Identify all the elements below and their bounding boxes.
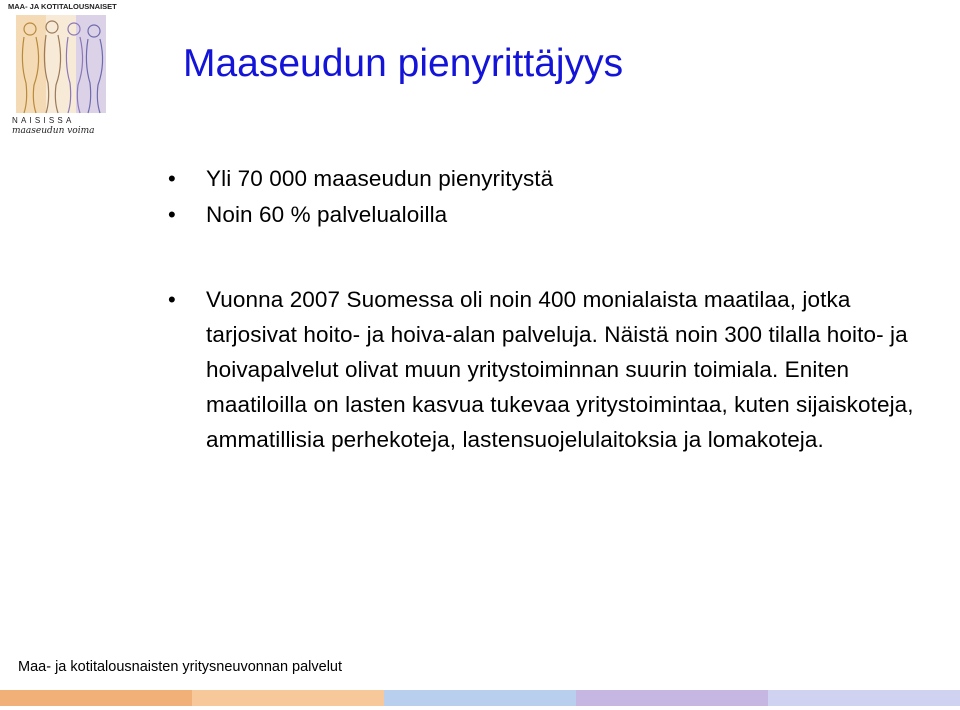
bullet-icon: • bbox=[168, 166, 176, 191]
strip-segment bbox=[0, 690, 192, 706]
bullet-icon: • bbox=[168, 287, 176, 312]
bullet-icon: • bbox=[168, 202, 176, 227]
strip-segment bbox=[768, 690, 960, 706]
slide-title: Maaseudun pienyrittäjyys bbox=[183, 42, 624, 85]
logo-women-figures-icon bbox=[14, 13, 108, 117]
bullet-text: Vuonna 2007 Suomessa oli noin 400 monialaista maatilaa, jotka tarjosivat hoito- ja hoiva-alan palveluja. Näistä noin 300 tilalla hoito- ja hoivapalvelut olivat muun yritystoiminnan suurin toimiala. Eniten maatiloilla on lasten kasvua tukevaa yritystoimintaa, kuten sijaiskoteja, ammatillisia perhekoteja, lastensuojelulaitoksia ja lomakoteja. bbox=[206, 287, 914, 452]
decorative-color-strip bbox=[0, 690, 960, 706]
organization-logo bbox=[8, 2, 117, 138]
bullet-text: Noin 60 % palvelualoilla bbox=[206, 202, 448, 227]
slide-footer: Maa- ja kotitalousnaisten yritysneuvonnan palvelut bbox=[18, 659, 343, 675]
logo-name-text: NAISISSA bbox=[12, 116, 75, 125]
strip-segment bbox=[384, 690, 576, 706]
bullet-text: Yli 70 000 maaseudun pienyritystä bbox=[206, 166, 554, 191]
strip-segment bbox=[576, 690, 768, 706]
logo-top-text: MAA- JA KOTITALOUSNAISET bbox=[8, 2, 117, 11]
strip-segment bbox=[192, 690, 384, 706]
logo-tagline-text: maaseudun voima bbox=[12, 126, 95, 136]
